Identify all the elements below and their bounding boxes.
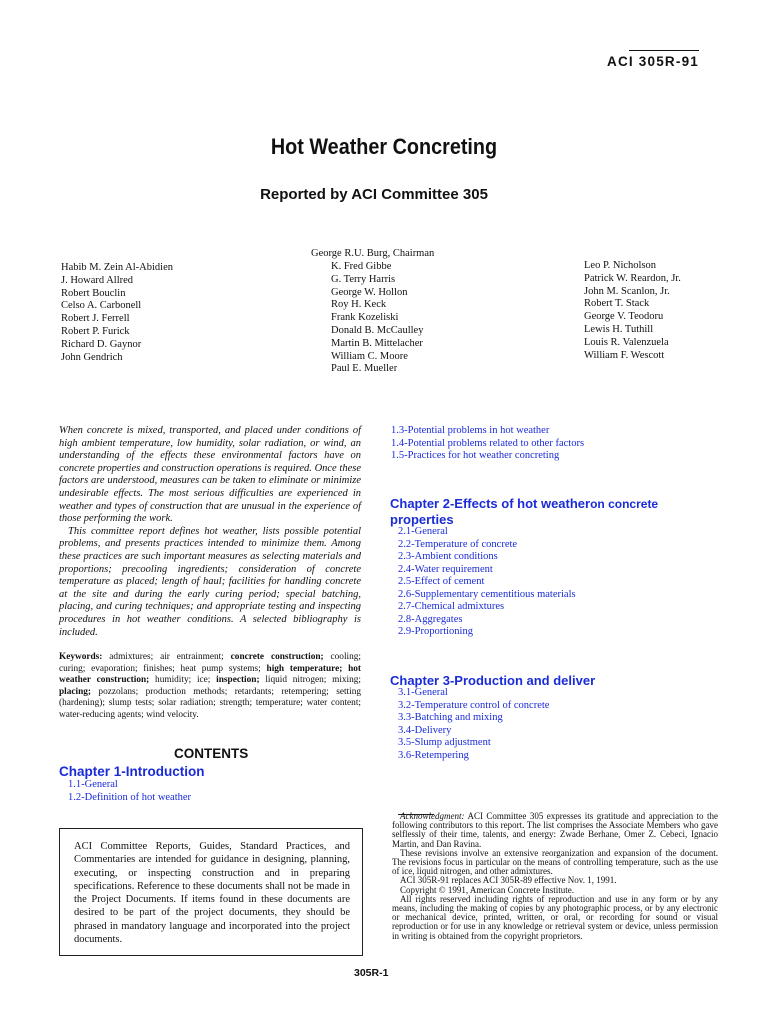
committee-member: William F. Wescott	[584, 349, 665, 361]
page-number: 305R-1	[354, 967, 389, 979]
keywords-text: cooling; curing; evaporation; finishes; heat pump systems;	[59, 652, 362, 674]
toc-chapter-2-title: Chapter 2-Effects of hot weather	[390, 496, 591, 511]
toc-link[interactable]: 3.1-General	[398, 687, 448, 698]
toc-chapter-2-title-cont: on concrete	[590, 497, 659, 511]
toc-link[interactable]: 2.3-Ambient conditions	[398, 551, 498, 562]
committee-left-column	[61, 262, 173, 364]
committee-member: Robert T. Stack	[584, 298, 650, 310]
toc-link[interactable]: 3.4-Delivery	[398, 724, 452, 736]
committee-member: Robert J. Ferrell	[61, 313, 130, 325]
committee-member: Patrick W. Reardon, Jr.	[584, 272, 681, 284]
toc-link[interactable]: 1.3-Potential problems in hot weather	[391, 425, 550, 436]
toc-link[interactable]: 2.6-Supplementary cementitious materials	[398, 588, 576, 600]
toc-link[interactable]: 1.2-Definition of hot weather	[68, 791, 192, 803]
committee-member: Louis R. Valenzuela	[584, 336, 669, 348]
committee-member: Lewis H. Tuthill	[584, 323, 654, 335]
committee-member: Frank Kozeliski	[331, 312, 399, 324]
toc-link[interactable]: 2.5-Effect of cement	[398, 576, 485, 587]
toc-link[interactable]: 1.5-Practices for hot weather concreting	[391, 450, 560, 461]
committee-member: Habib M. Zein Al-Abidien	[61, 262, 173, 273]
acknowledgment-text: ACI Committee 305 expresses its gratitude and appreciation to the following contributors to this report. The list comprises the Associate Members who gave selflessly of their time, talents, and energy: Zwade Berhane, Omer Z. Cebeci, Ignacio Martin, and Dan Ravina.	[392, 811, 718, 849]
committee-chairman: George R.U. Burg, Chairman	[311, 248, 435, 259]
keywords-text: pozzolans; production methods; retardants; retempering; setting (hardening); slump tests; solar radiation; strength; temperature; water content; water-reducing agents; wind velocity.	[59, 686, 361, 720]
toc-chapter-2-items	[398, 526, 576, 639]
acknowledgment-label: Acknowledgment:	[400, 811, 465, 821]
acknowledgment-paragraph	[392, 812, 718, 849]
doc-id-rule	[629, 50, 699, 51]
keywords-text: humidity; ice;	[155, 675, 211, 686]
committee-member: K. Fred Gibbe	[331, 261, 392, 272]
toc-link[interactable]: 1.4-Potential problems related to other factors	[391, 437, 585, 449]
toc-link[interactable]: 2.4-Water requirement	[398, 563, 493, 575]
committee-member: George W. Hollon	[331, 286, 408, 298]
toc-link[interactable]: 3.5-Slump adjustment	[398, 737, 491, 748]
abstract	[59, 425, 361, 639]
acknowledgment-paragraph: All rights reserved including rights of reproduction and use in any form or by any means, including the making of copies by any photographic process, or by any electronic or mechanical device, printed, written, or oral, or recording for sound or visual reproduction or for use in any knowledge or retrieval system or device, unless permission in writing is obtained from the copyright proprietors.	[392, 893, 718, 941]
committee-member: Paul E. Mueller	[331, 363, 398, 375]
keywords-bold: concrete construction;	[230, 652, 324, 662]
toc-link[interactable]: 2.1-General	[398, 526, 448, 537]
toc-link[interactable]: 3.6-Retempering	[398, 749, 469, 761]
document-id: ACI 305R-91	[607, 54, 699, 69]
keywords-bold: inspection;	[216, 675, 260, 686]
toc-chapter-1[interactable]: Chapter 1-Introduction	[59, 764, 205, 779]
toc-link[interactable]: 3.3-Batching and mixing	[398, 712, 503, 723]
acknowledgment-paragraph: ACI 305R-91 replaces ACI 305R-89 effective Nov. 1, 1991.	[400, 875, 617, 886]
keywords-bold: high temperature; hot weather construction;	[59, 663, 362, 686]
acknowledgment-paragraph: These revisions involve an extensive reorganization and expansion of the document. The revisions focus in particular on the means of controlling temperature, such as the use of ice, liquid nitrogen, and other admixtures.	[392, 847, 718, 877]
toc-link[interactable]: 2.2-Temperature of concrete	[398, 538, 518, 550]
toc-chapter-1-items-cont	[391, 425, 584, 463]
toc-chapter-2-title-cont: properties	[390, 512, 454, 527]
toc-chapter-3-items	[398, 687, 549, 762]
acknowledgment-paragraph: Copyright © 1991, American Concrete Institute.	[400, 884, 575, 895]
keywords-text: admixtures; air entrainment;	[109, 652, 224, 662]
toc-chapter-1-items	[68, 779, 191, 804]
toc-chapter-2[interactable]	[390, 496, 658, 527]
toc-link[interactable]: 2.8-Aggregates	[398, 613, 463, 625]
committee-member: Martin B. Mittelacher	[331, 337, 423, 349]
committee-member: Donald B. McCaulley	[331, 324, 424, 336]
document-title: Hot Weather Concreting	[270, 134, 498, 159]
committee-member: George V. Teodoru	[584, 311, 664, 323]
keywords-text: liquid nitrogen; mixing;	[265, 675, 362, 686]
committee-member: John M. Scanlon, Jr.	[584, 285, 670, 297]
toc-link[interactable]: 2.7-Chemical admixtures	[398, 601, 505, 612]
committee-member: William C. Moore	[331, 350, 408, 362]
committee-member: Celso A. Carbonell	[61, 300, 142, 312]
committee-right-column	[584, 260, 681, 362]
toc-link[interactable]: 2.9-Proportioning	[398, 626, 473, 637]
keywords-bold: placing;	[59, 686, 92, 697]
committee-middle-column	[331, 261, 423, 376]
committee-member: Roy H. Keck	[331, 299, 387, 311]
keywords-label: Keywords:	[59, 652, 103, 662]
abstract-paragraph: This committee report defines hot weather, lists possible potential problems, and presents practices intended to minimize them. Among these practices are such important measures as selecting materials and proportions; precooling ingredients; consideration of concrete temperature as placed; length of haul; facilities for handling concrete at the site and during the early curing period; special batching, placing, and curing techniques; and appropriate testing and inspecting procedures in hot weather conditions. A selected bibliography is included.	[59, 525, 361, 638]
committee-member: Richard D. Gaynor	[61, 338, 142, 350]
abstract-paragraph: When concrete is mixed, transported, and placed under conditions of high ambient temperature, low humidity, solar radiation, or wind, an understanding of the effects these environmental factors have on concrete properties and construction operations is required. Once these factors are understood, measures can be taken to eliminate or minimize undesirable effects. The most serious difficulties are experienced in weather and types of construction that are unusual in the experience of those performing the work.	[59, 425, 361, 525]
keywords	[59, 652, 361, 722]
committee-member: Robert Bouclin	[61, 287, 126, 299]
document-subtitle: Reported by ACI Committee 305	[260, 186, 488, 203]
committee-member: G. Terry Harris	[331, 273, 396, 285]
toc-chapter-3[interactable]: Chapter 3-Production and deliver	[390, 673, 596, 688]
committee-member: Robert P. Furick	[61, 325, 130, 337]
committee-member: John Gendrich	[61, 351, 123, 363]
contents-heading: CONTENTS	[174, 746, 249, 761]
committee-member: J. Howard Allred	[61, 274, 134, 286]
acknowledgment	[392, 812, 718, 941]
toc-link[interactable]: 3.2-Temperature control of concrete	[398, 699, 550, 711]
notice-box: ACI Committee Reports, Guides, Standard Practices, and Commentaries are intended for guidance in designing, planning, executing, or inspecting construction and in preparing specifications. Reference to these documents shall not be made in the Project Documents. If items found in these documents are desired to be part of the project documents, they should be phrased in mandatory language and incorporated into the project documents.	[59, 828, 363, 956]
committee-member: Leo P. Nicholson	[584, 260, 657, 271]
toc-link[interactable]: 1.1-General	[68, 779, 118, 790]
